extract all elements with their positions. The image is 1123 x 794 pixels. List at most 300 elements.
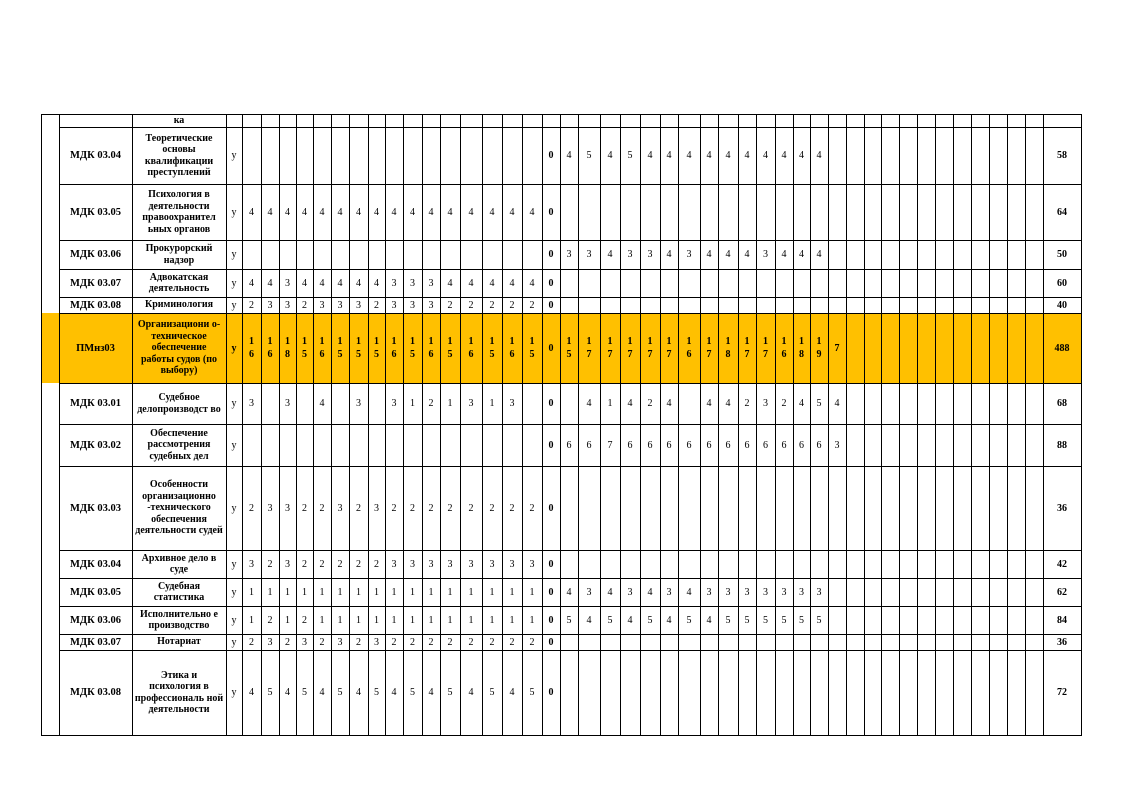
semester2-hours: 6 [666, 439, 672, 451]
semester2-hours: 6 [781, 439, 787, 451]
semester1-hours: 2 [509, 636, 515, 648]
semester1-hours: 2 [529, 502, 535, 514]
semester1-hours: 2 [529, 299, 535, 311]
grid-line [59, 184, 1082, 185]
assessment-type: у [231, 277, 237, 289]
grid-line [756, 114, 757, 736]
semester1-hours: 4 [319, 398, 325, 409]
module-name: Особенности организационно -технического обеспечения деятельности судей [135, 479, 223, 537]
module-code: МДК 03.05 [70, 586, 121, 598]
semester2-hours: 6 [686, 439, 692, 451]
semester2-hours: 4 [666, 150, 672, 161]
semester1-hours: 3 [285, 299, 290, 311]
semester2-hours: 4 [799, 249, 804, 260]
semester2-hours: 4 [647, 150, 653, 161]
semester2-hours: 3 [781, 586, 787, 598]
semester2-hours: 2 [744, 398, 750, 409]
assessment-type: у [231, 342, 237, 354]
semester2-hours: 5 [725, 614, 731, 626]
semester2-hours: 7 [834, 342, 840, 354]
grid-line [41, 114, 42, 736]
semester1-hours: 3 [249, 558, 254, 570]
semester2-hours: 1 7 [627, 336, 633, 360]
semester2-hours: 3 [586, 586, 592, 598]
semester2-hours: 5 [816, 614, 822, 626]
separator-zero: 0 [548, 398, 554, 409]
semester1-hours: 2 [489, 636, 495, 648]
semester2-hours: 4 [781, 150, 787, 161]
semester1-hours: 4 [391, 687, 397, 698]
grid-line [59, 383, 1082, 384]
grid-line [828, 114, 829, 736]
module-name: Криминология [144, 299, 214, 311]
semester1-hours: 3 [337, 636, 343, 648]
separator-zero: 0 [548, 277, 554, 289]
grid-line [59, 578, 1082, 579]
semester2-hours: 1 7 [744, 336, 750, 360]
semester1-hours: 4 [319, 206, 325, 218]
total-hours: 62 [1057, 586, 1067, 598]
total-hours: 50 [1057, 249, 1067, 260]
semester2-hours: 4 [607, 150, 613, 161]
semester2-hours: 1 6 [781, 336, 787, 360]
semester2-hours: 3 [627, 586, 633, 598]
assessment-type: у [231, 636, 237, 648]
grid-line [261, 114, 262, 736]
module-code: МДК 03.02 [70, 439, 121, 451]
semester1-hours: 3 [509, 398, 515, 409]
semester2-hours: 4 [706, 614, 712, 626]
semester1-hours: 2 [249, 502, 254, 514]
semester2-hours: 4 [799, 398, 804, 409]
semester2-hours: 5 [816, 398, 822, 409]
semester1-hours: 2 [319, 502, 325, 514]
module-code: МДК 03.08 [70, 687, 121, 698]
semester2-hours: 2 [781, 398, 787, 409]
semester1-hours: 2 [302, 299, 307, 311]
separator-zero: 0 [548, 206, 554, 218]
semester1-hours: 2 [267, 558, 273, 570]
total-hours: 36 [1057, 636, 1067, 648]
semester1-hours: 3 [509, 558, 515, 570]
total-hours: 488 [1054, 342, 1070, 354]
semester1-hours: 1 [428, 586, 434, 598]
grid-line [989, 114, 990, 736]
semester1-hours: 4 [356, 687, 361, 698]
semester1-hours: 4 [337, 277, 343, 289]
grid-line [59, 240, 1082, 241]
semester1-hours: 1 [447, 398, 453, 409]
semester2-hours: 3 [763, 398, 768, 409]
module-name: Исполнительно е производство [140, 608, 218, 631]
grid-line [59, 424, 1082, 425]
semester1-hours: 1 6 [468, 336, 474, 360]
semester2-hours: 3 [744, 586, 750, 598]
semester1-hours: 4 [302, 277, 307, 289]
grid-line [1025, 114, 1026, 736]
semester1-hours: 1 [447, 614, 453, 626]
grid-line [59, 550, 1082, 551]
semester2-hours: 1 [607, 398, 613, 409]
semester2-hours: 4 [627, 398, 633, 409]
semester1-hours: 2 [428, 398, 434, 409]
assessment-type: у [231, 150, 237, 161]
semester1-hours: 4 [489, 206, 495, 218]
semester2-hours: 1 7 [666, 336, 672, 360]
semester2-hours: 5 [781, 614, 787, 626]
semester1-hours: 1 [468, 614, 474, 626]
total-hours: 58 [1057, 150, 1067, 161]
semester1-hours: 3 [285, 558, 290, 570]
semester2-hours: 6 [706, 439, 712, 451]
module-name: Архивное дело в суде [141, 552, 217, 575]
semester1-hours: 5 [489, 687, 495, 698]
semester1-hours: 2 [302, 614, 307, 626]
semester1-hours: 3 [468, 398, 474, 409]
grid-line [1007, 114, 1008, 736]
semester1-hours: 2 [319, 636, 325, 648]
semester1-hours: 2 [319, 558, 325, 570]
semester1-hours: 1 [489, 614, 495, 626]
assessment-type: у [231, 687, 237, 698]
semester1-hours: 2 [391, 502, 397, 514]
semester2-hours: 3 [686, 249, 692, 260]
semester1-hours: 4 [302, 206, 307, 218]
semester1-hours: 3 [267, 636, 273, 648]
separator-zero: 0 [548, 439, 554, 451]
grid-line [132, 114, 133, 736]
semester2-hours: 7 [607, 439, 613, 451]
semester1-hours: 1 [428, 614, 434, 626]
grid-line [59, 127, 1082, 128]
semester1-hours: 4 [529, 206, 535, 218]
semester1-hours: 2 [447, 636, 453, 648]
total-hours: 60 [1057, 277, 1067, 289]
total-hours: 88 [1057, 439, 1067, 451]
semester1-hours: 3 [428, 277, 434, 289]
semester1-hours: 4 [319, 277, 325, 289]
grid-line [953, 114, 954, 736]
semester2-hours: 6 [816, 439, 822, 451]
semester2-hours: 1 7 [763, 336, 768, 360]
semester1-hours: 1 [391, 614, 397, 626]
grid-line [313, 114, 314, 736]
semester2-hours: 4 [816, 150, 822, 161]
grid-line [422, 114, 423, 736]
semester2-hours: 4 [834, 398, 840, 409]
separator-zero: 0 [548, 558, 554, 570]
semester1-hours: 4 [319, 687, 325, 698]
semester2-hours: 4 [586, 614, 592, 626]
semester1-hours: 4 [468, 687, 474, 698]
separator-zero: 0 [548, 502, 554, 514]
semester1-hours: 4 [509, 277, 515, 289]
separator-zero: 0 [548, 249, 554, 260]
module-code [59, 114, 132, 127]
semester2-hours: 1 7 [607, 336, 613, 360]
semester1-hours: 2 [468, 636, 474, 648]
grid-line [403, 114, 404, 736]
semester1-hours: 4 [374, 277, 379, 289]
assessment-type: у [231, 614, 237, 626]
semester2-hours: 6 [763, 439, 768, 451]
semester1-hours: 4 [468, 206, 474, 218]
semester1-hours: 2 [356, 558, 361, 570]
grid-line [899, 114, 900, 736]
semester1-hours: 2 [302, 558, 307, 570]
grid-line [775, 114, 776, 736]
module-name: Психология в деятельности правоохранител ьных органов [142, 189, 216, 235]
semester1-hours: 3 [391, 398, 397, 409]
separator-zero: 0 [548, 586, 554, 598]
semester1-hours: 2 [428, 502, 434, 514]
semester1-hours: 3 [267, 502, 273, 514]
semester2-hours: 4 [627, 614, 633, 626]
semester1-hours: 4 [267, 277, 273, 289]
grid-line [349, 114, 350, 736]
semester2-hours: 4 [763, 150, 768, 161]
semester2-hours: 5 [586, 150, 592, 161]
semester1-hours: 2 [410, 636, 415, 648]
semester2-hours: 2 [647, 398, 653, 409]
semester2-hours: 4 [566, 150, 572, 161]
semester1-hours: 3 [391, 277, 397, 289]
grid-line [460, 114, 461, 736]
semester1-hours: 2 [337, 558, 343, 570]
semester1-hours: 1 6 [319, 336, 325, 360]
semester2-hours: 6 [744, 439, 750, 451]
semester1-hours: 1 [410, 586, 415, 598]
semester1-hours: 1 [319, 614, 325, 626]
module-code: МДК 03.06 [70, 249, 121, 260]
semester2-hours: 4 [799, 150, 804, 161]
semester1-hours: 3 [285, 398, 290, 409]
semester1-hours: 1 5 [337, 336, 343, 360]
module-code: МДК 03.01 [70, 398, 121, 409]
semester1-hours: 1 [249, 586, 254, 598]
semester1-hours: 4 [391, 206, 397, 218]
assessment-type [226, 114, 242, 127]
semester2-hours: 5 [686, 614, 692, 626]
semester1-hours: 2 [447, 299, 453, 311]
semester1-hours: 5 [410, 687, 415, 698]
semester1-hours: 1 5 [374, 336, 379, 360]
semester1-hours: 1 [249, 614, 254, 626]
total-hours: 72 [1057, 687, 1067, 698]
semester1-hours: 3 [374, 636, 379, 648]
grid-line [620, 114, 621, 736]
semester2-hours: 4 [686, 150, 692, 161]
semester2-hours: 5 [763, 614, 768, 626]
semester2-hours: 4 [744, 150, 750, 161]
semester1-hours: 1 6 [509, 336, 515, 360]
semester2-hours: 5 [627, 150, 633, 161]
grid-line [296, 114, 297, 736]
semester1-hours: 1 8 [285, 336, 290, 360]
semester1-hours: 1 6 [249, 336, 254, 360]
grid-line [718, 114, 719, 736]
semester1-hours: 2 [356, 502, 361, 514]
semester2-hours: 3 [725, 586, 731, 598]
separator-zero: 0 [548, 342, 554, 354]
semester2-hours: 5 [744, 614, 750, 626]
assessment-type: у [231, 502, 237, 514]
semester1-hours: 1 [410, 614, 415, 626]
semester2-hours: 3 [627, 249, 633, 260]
grid-line [59, 466, 1082, 467]
semester2-hours: 1 9 [816, 336, 822, 360]
semester1-hours: 2 [509, 299, 515, 311]
semester1-hours: 4 [374, 206, 379, 218]
semester1-hours: 4 [428, 206, 434, 218]
semester1-hours: 2 [391, 636, 397, 648]
semester1-hours: 2 [356, 636, 361, 648]
semester1-hours: 2 [529, 636, 535, 648]
module-code: МДК 03.04 [70, 558, 121, 570]
grid-line [1043, 114, 1044, 736]
grid-line [368, 114, 369, 736]
semester1-hours: 3 [489, 558, 495, 570]
semester1-hours: 1 [529, 586, 535, 598]
semester1-hours: 4 [509, 206, 515, 218]
assessment-type: у [231, 439, 237, 451]
semester1-hours: 5 [267, 687, 273, 698]
grid-line [41, 114, 1082, 115]
semester1-hours: 1 [391, 586, 397, 598]
semester1-hours: 1 6 [391, 336, 397, 360]
grid-line [226, 114, 227, 736]
semester2-hours: 4 [706, 398, 712, 409]
grid-line [881, 114, 882, 736]
semester2-hours: 6 [799, 439, 804, 451]
grid-line [385, 114, 386, 736]
semester1-hours: 3 [285, 502, 290, 514]
semester1-hours: 4 [489, 277, 495, 289]
semester1-hours: 5 [374, 687, 379, 698]
semester2-hours: 1 8 [799, 336, 804, 360]
semester2-hours: 4 [816, 249, 822, 260]
semester1-hours: 4 [509, 687, 515, 698]
semester1-hours: 1 [489, 586, 495, 598]
grid-line [578, 114, 579, 736]
semester1-hours: 4 [267, 206, 273, 218]
assessment-type: у [231, 398, 237, 409]
semester1-hours: 4 [285, 206, 290, 218]
semester1-hours: 3 [391, 299, 397, 311]
semester1-hours: 4 [447, 206, 453, 218]
semester1-hours: 2 [267, 614, 273, 626]
total-hours: 36 [1057, 502, 1067, 514]
grid-line [59, 114, 60, 736]
semester1-hours: 1 [374, 586, 379, 598]
grid-line [242, 114, 243, 736]
semester1-hours: 1 [356, 586, 361, 598]
semester2-hours: 1 5 [566, 336, 572, 360]
semester1-hours: 4 [249, 277, 254, 289]
semester2-hours: 4 [686, 586, 692, 598]
module-name: ка [173, 114, 185, 126]
semester2-hours: 5 [566, 614, 572, 626]
module-name: Нотариат [157, 636, 201, 648]
module-code: МДК 03.07 [70, 636, 121, 648]
semester1-hours: 3 [410, 558, 415, 570]
semester2-hours: 3 [666, 586, 672, 598]
semester2-hours: 4 [706, 150, 712, 161]
semester1-hours: 2 [468, 502, 474, 514]
semester2-hours: 3 [799, 586, 804, 598]
semester1-hours: 5 [302, 687, 307, 698]
semester1-hours: 2 [374, 558, 379, 570]
semester2-hours: 3 [763, 249, 768, 260]
semester1-hours: 5 [447, 687, 453, 698]
semester2-hours: 6 [586, 439, 592, 451]
grid-line [810, 114, 811, 736]
semester2-hours: 4 [725, 249, 731, 260]
assessment-type: у [231, 299, 237, 311]
semester1-hours: 4 [249, 206, 254, 218]
semester1-hours: 4 [285, 687, 290, 698]
semester1-hours: 1 [337, 586, 343, 598]
grid-line [41, 735, 1082, 736]
separator-zero: 0 [548, 150, 554, 161]
semester2-hours: 1 7 [647, 336, 653, 360]
module-name: Обеспечение рассмотрения судебных дел [147, 427, 211, 462]
grid-line [917, 114, 918, 736]
semester2-hours: 4 [706, 249, 712, 260]
semester2-hours: 3 [763, 586, 768, 598]
semester2-hours: 4 [666, 249, 672, 260]
semester2-hours: 3 [706, 586, 712, 598]
semester1-hours: 2 [249, 636, 254, 648]
semester1-hours: 3 [410, 277, 415, 289]
total-hours: 68 [1057, 398, 1067, 409]
semester1-hours: 1 5 [529, 336, 535, 360]
grid-line [279, 114, 280, 736]
semester2-hours: 5 [647, 614, 653, 626]
grid-line [738, 114, 739, 736]
semester2-hours: 3 [647, 249, 653, 260]
module-name: Судебная статистика [153, 580, 205, 603]
total-hours: 84 [1057, 614, 1067, 626]
semester1-hours: 4 [447, 277, 453, 289]
grid-line [660, 114, 661, 736]
separator-zero: 0 [548, 614, 554, 626]
semester2-hours: 5 [799, 614, 804, 626]
semester2-hours: 4 [607, 586, 613, 598]
semester1-hours: 1 5 [410, 336, 415, 360]
semester1-hours: 1 [267, 586, 273, 598]
semester1-hours: 3 [267, 299, 273, 311]
semester2-hours: 1 7 [706, 336, 712, 360]
module-code: МДК 03.04 [70, 150, 121, 161]
semester1-hours: 3 [428, 558, 434, 570]
semester2-hours: 4 [607, 249, 613, 260]
grid-line [678, 114, 679, 736]
semester1-hours: 1 [489, 398, 495, 409]
semester2-hours: 6 [627, 439, 633, 451]
semester1-hours: 3 [374, 502, 379, 514]
semester1-hours: 4 [356, 206, 361, 218]
semester2-hours: 1 7 [586, 336, 592, 360]
semester1-hours: 1 6 [267, 336, 273, 360]
total-hours: 64 [1057, 206, 1067, 218]
semester1-hours: 3 [319, 299, 325, 311]
assessment-type: у [231, 558, 237, 570]
module-code: ПМнз03 [76, 342, 115, 354]
semester1-hours: 2 [428, 636, 434, 648]
semester1-hours: 4 [529, 277, 535, 289]
grid-line [846, 114, 847, 736]
